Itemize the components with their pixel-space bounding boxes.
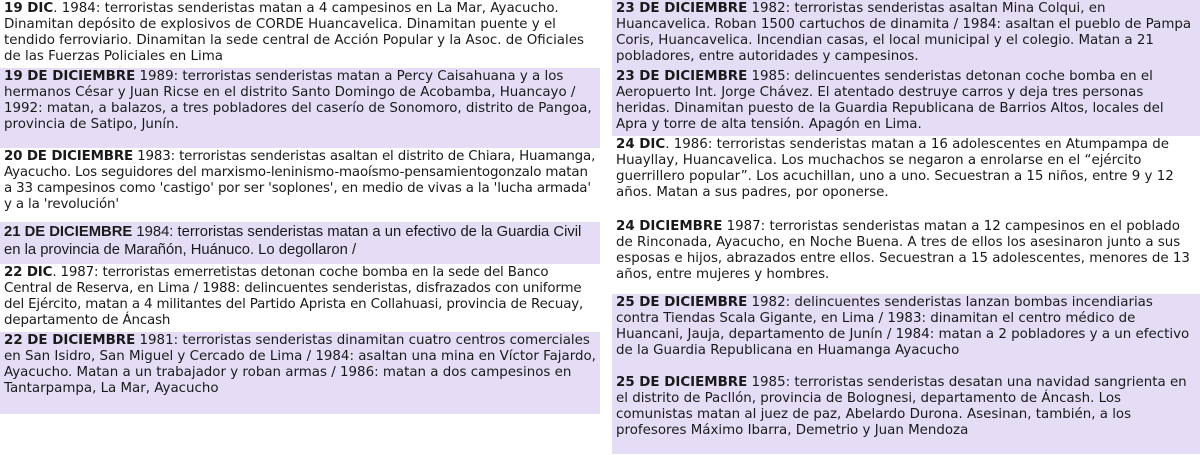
entry-text: 1981: terroristas senderistas dinamitan cuatro centros comerciales en San Isidro, San Miguel y Cercado de Lima / 1984: asaltan una mina en Víctor Fajardo, Ayacucho. Matan a un trabajador y roban armas / 1986: matan a dos campesinos en Tantarpampa, La Mar, Ayacucho [4,333,596,396]
entry-text: 1985: terroristas senderistas desatan una navidad sangrienta en el distrito de Pacllón, provincia de Bolognesi, departamento de Áncash. Los comunistas matan al juez de paz, Abelardo Durona. Asesinan, también, a los profesores Máximo Ibarra, Demetrio y Juan Mendoza [616,375,1187,438]
entry-text: 1982: delincuentes senderistas lanzan bombas incendiarias contra Tiendas Scala Gigante, en Lima / 1983: dinamitan el centro médico de Huancani, Jauja, departamento de Junín / 1984: matan a 2 pobladores y a un efectivo de la Guardia Republicana en Huamanga Ayacucho [616,295,1190,358]
entry-date: 25 DE DICIEMBRE [616,295,748,310]
entry-date: 25 DE DICIEMBRE [616,375,748,390]
entry-text: 1985: delincuentes senderistas detonan coche bomba en el Aeropuerto Int. Jorge Chávez. El atentado destruye carros y deja tres personas heridas. Dinamitan puesto de la Guardia Republicana de Barrios Altos, locales del Apra y torre de alta tensión. Apagón en Lima. [616,69,1164,132]
entry-24-dic-1987 [612,218,1200,294]
entry-22-dic-1987 [0,264,600,332]
entry-text: . 1986: terroristas senderistas matan a 16 adolescentes en Atumpampa de Huayllay, Huancavelica. Los muchachos se negaron a enrolarse en el “ejército guerrillero popular”. Los acuchillan, uno a uno. Secuestran a 15 niños, entre 9 y 12 años. Matan a sus padres, por oponerse. [616,137,1174,200]
right-column [612,0,1200,454]
entry-19-dic-1984 [0,0,600,68]
entry-text: 1987: terroristas senderistas matan a 12 campesinos en el poblado de Rinconada, Ayacucho, en Noche Buena. A tres de ellos los asesinaron junto a sus esposas e hijos, abrazados entre ellos. Secuestran a 15 adolescentes, menores de 13 años, entre mujeres y hombres. [616,219,1190,282]
entry-date: 20 DE DICIEMBRE [4,149,134,164]
entry-text: . 1987: terroristas emerretistas detonan coche bomba en la sede del Banco Central de Reserva, en Lima / 1988: delincuentes senderistas, disfrazados con uniforme del Ejército, matan a 4 militantes del Partido Aprista en Collahuasi, provincia de Recuay, departamento de Áncash [4,265,584,328]
entry-text: 1989: terroristas senderistas matan a Percy Caisahuana y a los hermanos César y Juan Ricse en el distrito Santo Domingo de Acobamba, Huancayo / 1992: matan, a balazos, a tres pobladores del caserío de Sonomoro, distrito de Pangoa, provincia de Satipo, Junín. [4,69,592,132]
entry-text: . 1984: terroristas senderistas matan a 4 campesinos en La Mar, Ayacucho. Dinamitan depósito de explosivos de CORDE Huancavelica. Dinamitan puente y el tendido ferroviario. Dinamitan la sede central de Acción Popular y la Asoc. de Oficiales de las Fuerzas Policiales en Lima [4,1,584,64]
entry-24-dic-1986 [612,136,1200,218]
entry-23-dic-1982 [612,0,1200,68]
entry-text: 1983: terroristas senderistas asaltan el distrito de Chiara, Huamanga, Ayacucho. Los seguidores del marxismo-leninismo-maoísmo-pensamientogonzalo matan a 33 campesinos como 'castigo' por ser 'soplones', en medio de vivas a la 'lucha armada' y a la 'revolución' [4,149,596,212]
entry-date: 24 DIC [616,137,666,152]
entry-25-dic-1985 [612,374,1200,454]
left-column [0,0,600,414]
entry-text: 1984: terroristas senderistas matan a un efectivo de la Guardia Civil en la provincia de Marañón, Huánuco. Lo degollaron / [4,224,582,258]
entry-text: 1982: terroristas senderistas asaltan Mina Colqui, en Huancavelica. Roban 1500 cartuchos de dinamita / 1984: asaltan el pueblo de Pampa Coris, Huancavelica. Incendian casas, el local municipal y el colegio. Matan a 21 pobladores, entre autoridades y campesinos. [616,1,1192,64]
entry-date: 23 DE DICIEMBRE [616,69,748,84]
entry-21-dic-1984 [0,222,600,264]
entry-date: 23 DE DICIEMBRE [616,1,748,16]
entry-25-dic-1982 [612,294,1200,374]
entry-22-dic-1981 [0,332,600,414]
entry-date: 24 DICIEMBRE [616,219,723,234]
entry-date: 22 DIC [4,265,53,280]
entry-date: 19 DE DICIEMBRE [4,69,136,84]
entry-date: 19 DIC [4,1,54,16]
entry-date: 21 DE DICIEMBRE [4,224,133,240]
entry-date: 22 DE DICIEMBRE [4,333,136,348]
entry-20-dic-1983 [0,148,600,222]
entry-23-dic-1985 [612,68,1200,136]
entry-19-dic-1989 [0,68,600,148]
